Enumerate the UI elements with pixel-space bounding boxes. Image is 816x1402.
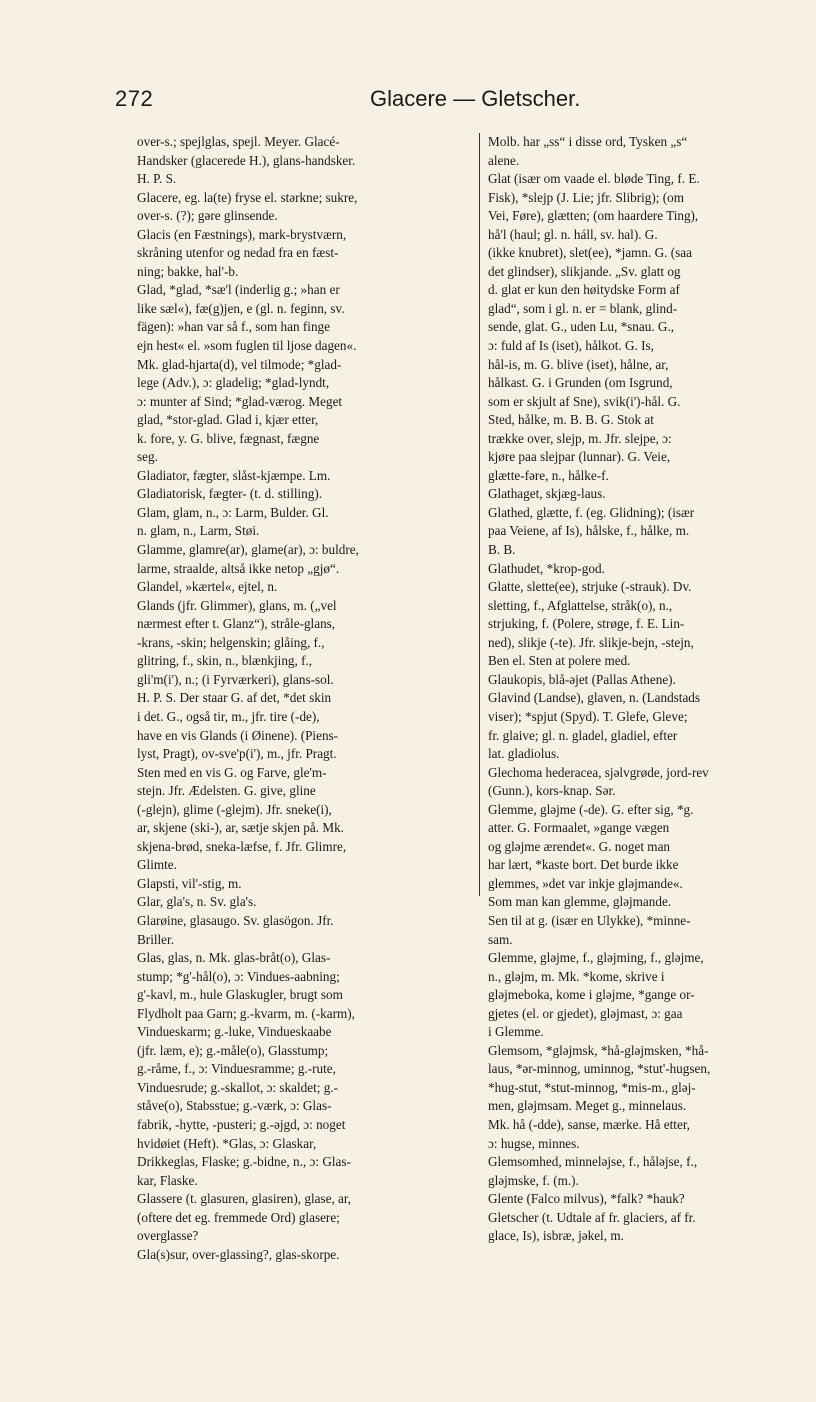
text-line: Handsker (glacerede H.), glans-handsker. (137, 152, 356, 168)
text-line: Gladiatorisk, fægter- (t. d. stilling). (137, 486, 323, 502)
text-line: Glands (jfr. Glimmer), glans, m. („vel (137, 597, 337, 613)
text-line: Sten med en vis G. og Farve, gle'm- (137, 764, 327, 780)
text-line: trække over, slejp, m. Jfr. slejpe, ɔ: (488, 430, 672, 446)
text-line: i det. G., også tir, m., jfr. tire (-de), (137, 708, 320, 724)
text-line: Glapsti, vil'-stig, m. (137, 875, 242, 891)
text-line: paa Veiene, af Is), hålske, f., hålke, m. (488, 523, 690, 539)
text-line: (oftere det eg. fremmede Ord) glasere; (137, 1209, 340, 1225)
text-line: Mk. glad-hjarta(d), vel tilmode; *glad- (137, 356, 342, 372)
text-line: ɔ: munter af Sind; *glad-værog. Meget (137, 393, 343, 409)
text-line: g.-råme, f., ɔ: Vinduesramme; g.-rute, (137, 1061, 336, 1077)
text-line: ned), slikje (-te). Jfr. slikje-bejn, -stejn, (488, 634, 694, 650)
text-line: Glar, gla's, n. Sv. gla's. (137, 894, 257, 910)
text-line: B. B. (488, 542, 516, 558)
text-line: seg. (137, 449, 158, 465)
right-column (488, 133, 816, 1246)
text-line: skjena-brød, sneka-læfse, f. Jfr. Glimre, (137, 838, 347, 854)
text-line: overglasse? (137, 1228, 199, 1244)
text-line: H. P. S. (137, 171, 177, 187)
text-line: Briller. (137, 931, 174, 947)
text-line: gjetes (el. or gjedet), gləjmast, ɔ: gaa (488, 1005, 683, 1021)
text-line: Glemsomhed, minneləjse, f., håləjse, f., (488, 1154, 698, 1170)
text-line: lege (Adv.), ɔ: gladelig; *glad-lyndt, (137, 375, 330, 391)
text-line: nærmest efter t. Glanz“), stråle-glans, (137, 616, 336, 632)
text-line: fabrik, -hytte, -pusteri; g.-əjgd, ɔ: noget (137, 1116, 346, 1132)
text-line: glemmes, »det var inkje gləjmande«. (488, 875, 683, 891)
text-line: Glimte. (137, 857, 177, 873)
text-line: fr. glaive; gl. n. gladel, gladiel, efter (488, 727, 678, 743)
text-line: Glas, glas, n. Mk. glas-bråt(o), Glas- (137, 950, 331, 966)
text-line: glad, *stor-glad. Glad i, kjær etter, (137, 412, 319, 428)
text-line: men, gləjmsam. Meget g., minnelaus. (488, 1098, 687, 1114)
text-line: viser); *spjut (Spyd). T. Glefe, Gleve; (488, 708, 688, 724)
text-line: ståve(o), Stabsstue; g.-værk, ɔ: Glas- (137, 1098, 332, 1114)
text-line: i Glemme. (488, 1024, 544, 1040)
text-line: hålkast. G. i Grunden (om Isgrund, (488, 375, 673, 391)
page-number: 272 (115, 86, 154, 111)
text-line: ɔ: fuld af Is (iset), hålkot. G. Is, (488, 338, 654, 354)
running-head: Glacere — Gletscher. (370, 86, 581, 111)
text-line: atter. G. Formaalet, »gange vægen (488, 820, 670, 836)
text-line: gli'm(i'), n.; (i Fyrværkeri), glans-sol. (137, 671, 334, 687)
text-line: og gləjme ærendet«. G. noget man (488, 838, 671, 854)
text-line: Gladiator, fægter, slåst-kjæmpe. Lm. (137, 467, 331, 483)
text-line: Glente (Falco milvus), *falk? *hauk? (488, 1191, 685, 1207)
text-line: lyst, Pragt), ov-sve'p(i'), m., jfr. Pragt. (137, 746, 337, 762)
text-line: Mk. hå (-dde), sanse, mærke. Hå etter, (488, 1116, 690, 1132)
text-line: glitring, f., skin, n., blænkjing, f., (137, 653, 313, 669)
text-line: larme, straalde, altså ikke netop „gjø“. (137, 560, 340, 576)
text-line: Som man kan glemme, gləjmande. (488, 894, 672, 910)
text-line: Gla(s)sur, over-glassing?, glas-skorpe. (137, 1246, 340, 1262)
page-header (0, 86, 816, 126)
text-line: Glavind (Landse), glaven, n. (Landstads (488, 690, 701, 706)
text-line: ɔ: hugse, minnes. (488, 1135, 580, 1151)
text-line: Glemme, gləjme, f., gləjming, f., gləjme, (488, 950, 704, 966)
text-line: Glatte, slette(ee), strjuke (-strauk). Dv. (488, 579, 692, 595)
text-line: Gletscher (t. Udtale af fr. glaciers, af fr. (488, 1209, 696, 1225)
text-line: Glacere, eg. la(te) fryse el. stərkne; sukre, (137, 189, 358, 205)
text-line: sam. (488, 931, 513, 947)
text-line: over-s. (?); gəre glinsende. (137, 208, 278, 224)
text-line: glace, Is), isbræ, jəkel, m. (488, 1228, 624, 1244)
text-line: Molb. har „ss“ i disse ord, Tysken „s“ (488, 134, 688, 149)
text-line: -krans, -skin; helgenskin; glåing, f., (137, 634, 325, 650)
text-line: *hug-stut, *stut-minnog, *mis-m., gləj- (488, 1079, 696, 1095)
text-line: ning; bakke, hal'-b. (137, 263, 239, 279)
text-line: laus, *ər-minnog, uminnog, *stut'-hugsen, (488, 1061, 711, 1077)
text-line: n., gləjm, m. Mk. *kome, skrive i (488, 968, 665, 984)
text-line: glætte-fəre, n., hålke-f. (488, 467, 609, 483)
text-line: Glassere (t. glasuren, glasiren), glase, ar, (137, 1191, 352, 1207)
text-line: Glechoma hederacea, sjəlvgrøde, jord-rev (488, 764, 709, 780)
text-line: Glamme, glamre(ar), glame(ar), ɔ: buldre, (137, 542, 359, 558)
text-line: stump; *g'-hål(o), ɔ: Vindues-aabning; (137, 968, 340, 984)
text-line: Glathed, glætte, f. (eg. Glidning); (især (488, 504, 695, 520)
text-line: fägen): »han var så f., som han finge (137, 319, 330, 335)
text-line: Sted, hålke, m. B. B. G. Stok at (488, 412, 654, 428)
text-line: Glandel, »kærtel«, ejtel, n. (137, 579, 278, 595)
column-divider (479, 133, 480, 896)
text-line: Glad, *glad, *sæ'l (inderlig g.; »han er (137, 282, 340, 298)
text-line: Flydholt paa Garn; g.-kvarm, m. (-karm), (137, 1005, 355, 1021)
text-line: glad“, som i gl. n. er = blank, glind- (488, 300, 678, 316)
text-line: Fisk), *slejp (J. Lie; jfr. Slibrig); (om (488, 189, 684, 205)
text-line: hå'l (haul; gl. n. háll, sv. hal). G. (488, 226, 658, 242)
text-line: alene. (488, 152, 520, 168)
text-line: gləjmske, f. (m.). (488, 1172, 579, 1188)
text-line: Glam, glam, n., ɔ: Larm, Bulder. Gl. (137, 504, 329, 520)
text-line: det glindser), slikjande. „Sv. glatt og (488, 263, 681, 279)
text-line: Glaukopis, blå-əjet (Pallas Athene). (488, 671, 676, 687)
text-line: H. P. S. Der staar G. af det, *det skin (137, 690, 332, 706)
text-line: skråning utenfor og nedad fra en fæst- (137, 245, 339, 261)
text-line: Ben el. Sten at polere med. (488, 653, 631, 669)
text-line: n. glam, n., Larm, Støi. (137, 523, 260, 539)
text-line: like sæl«), fæ(g)jen, e (gl. n. feginn, sv. (137, 300, 345, 316)
text-line: sende, glat. G., uden Lu, *snau. G., (488, 319, 675, 335)
text-line: strjuking, f. (Polere, strøge, f. E. Lin- (488, 616, 685, 632)
text-line: d. glat er kun den høitydske Form af (488, 282, 680, 298)
text-line: (Gunn.), kors-knap. Sər. (488, 783, 616, 799)
text-line: Glemsom, *gləjmsk, *hå-gləjmsken, *hå- (488, 1042, 709, 1058)
text-line: hål-is, m. G. blive (iset), hålne, ar, (488, 356, 669, 372)
text-line: som er skjult af Sne), svik(i')-hål. G. (488, 393, 681, 409)
text-line: Glarøine, glasaugo. Sv. glasögon. Jfr. (137, 912, 334, 928)
text-line: kjøre paa slejpar (lunnar). G. Veie, (488, 449, 671, 465)
text-line: Vinduesrude; g.-skallot, ɔ: skaldet; g.- (137, 1079, 339, 1095)
text-line: ar, skjene (ski-), ar, sætje skjen på. Mk. (137, 820, 344, 836)
text-line: har lært, *kaste bort. Det burde ikke (488, 857, 679, 873)
text-line: stejn. Jfr. Ædelsten. G. give, gline (137, 783, 316, 799)
text-line: (jfr. læm, e); g.-måle(o), Glasstump; (137, 1042, 329, 1058)
text-line: hvidøiet (Heft). *Glas, ɔ: Glaskar, (137, 1135, 317, 1151)
text-line: Glemme, gləjme (-de). G. efter sig, *g. (488, 801, 694, 817)
text-line: kar, Flaske. (137, 1172, 198, 1188)
text-line: lat. gladiolus. (488, 746, 560, 762)
text-line: Glathudet, *krop-god. (488, 560, 605, 576)
text-line: have en vis Glands (i Øinene). (Piens- (137, 727, 339, 743)
text-line: (ikke knubret), slet(ee), *jamn. G. (saa (488, 245, 692, 261)
text-line: g'-kavl, m., hule Glaskugler, brugt som (137, 987, 343, 1003)
text-line: Vei, Føre), glætten; (om haardere Ting), (488, 208, 699, 224)
text-line: Glacis (en Fæstnings), mark-brystværn, (137, 226, 347, 242)
text-line: k. fore, y. G. blive, fægnast, fægne (137, 430, 320, 446)
text-line: Glathaget, skjæg-laus. (488, 486, 606, 502)
text-line: Vindueskarm; g.-luke, Vindueskaabe (137, 1024, 332, 1040)
text-line: ejn hest« el. »som fuglen til ljose dagen«. (137, 338, 357, 354)
text-line: gləjmeboka, kome i gləjme, *gange or- (488, 987, 695, 1003)
text-line: Sen til at g. (især en Ulykke), *minne- (488, 912, 691, 928)
text-line: over-s.; spejlglas, spejl. Meyer. Glacé- (137, 134, 340, 149)
text-line: Glat (især om vaade el. bløde Ting, f. E. (488, 171, 700, 187)
text-line: Drikkeglas, Flaske; g.-bidne, n., ɔ: Glas- (137, 1154, 351, 1170)
left-column (137, 133, 473, 1264)
text-line: sletting, f., Afglattelse, stråk(o), n., (488, 597, 673, 613)
text-line: (-glejn), glime (-glejm). Jfr. sneke(i), (137, 801, 332, 817)
